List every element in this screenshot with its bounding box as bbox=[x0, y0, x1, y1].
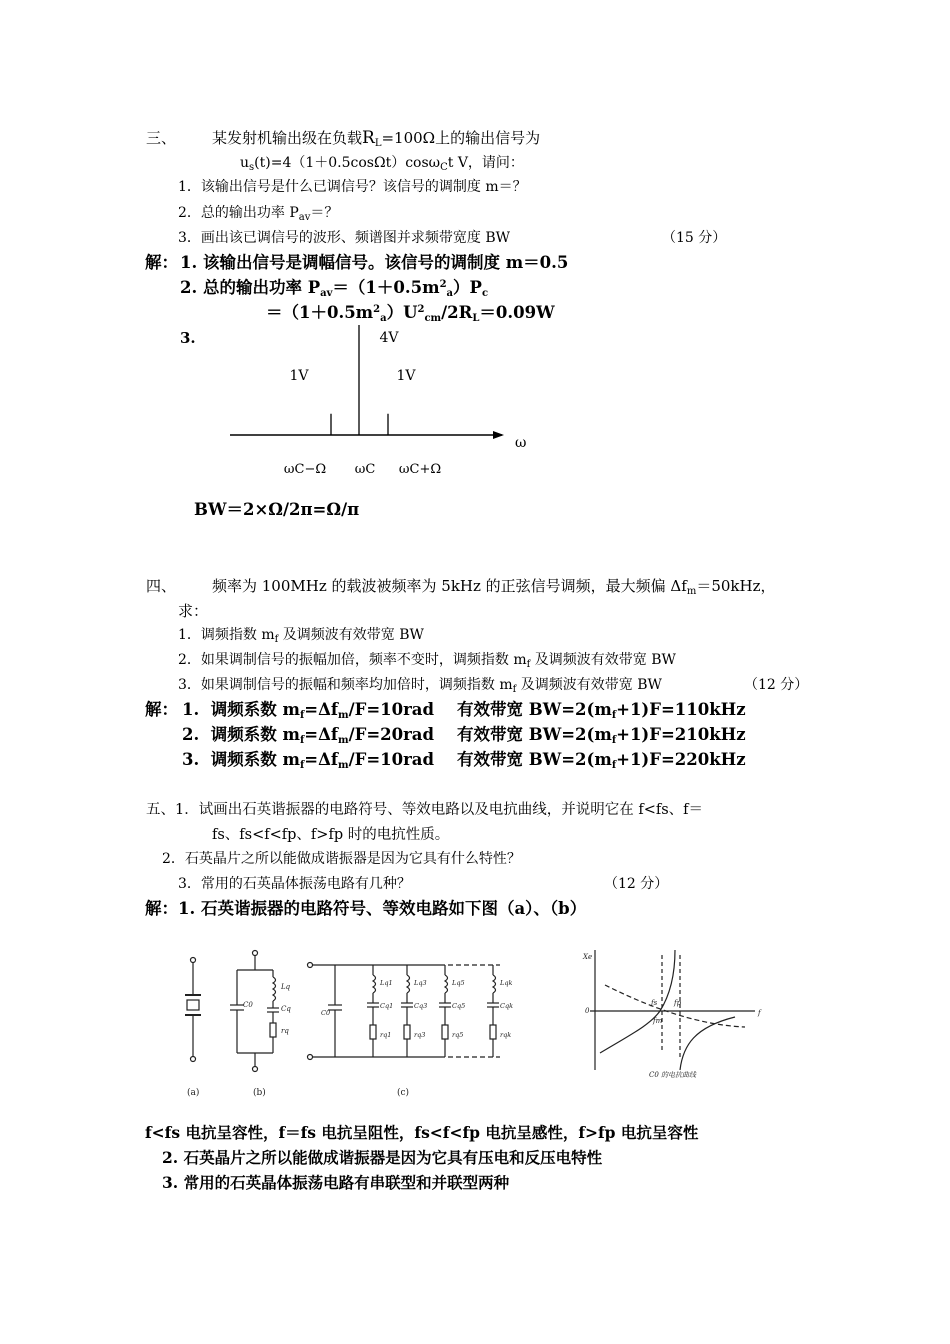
q4-item3: 3．如果调制信号的振幅和频率均加倍时，调频指数 $m_f$ 及调频波有效带宽 BW bbox=[178, 677, 662, 695]
q4-line2: 求： bbox=[178, 602, 209, 620]
a3-line2: 2. 总的输出功率 $P_{av}=(1+0.5m^2_a)P_c$ bbox=[180, 278, 489, 299]
a5-line3: 2. 石英晶片之所以能做成谐振器是因为它具有压电和反压电特性 bbox=[162, 1148, 603, 1167]
q3-item1: 1．该输出信号是什么已调信号？该信号的调制度 m＝？ bbox=[178, 179, 527, 195]
a4-row-2: 2. 调频系数 $m_f=\Delta f_m/F=20rad$ 有效带宽 $BW=2(m_f+1)F=210kHz$ bbox=[182, 725, 746, 746]
x-axis-arrow bbox=[493, 431, 504, 439]
q3-signal-equation: $u_s(t)=4(1+0.5\cos\Omega t)\cos\omega_Ct$ V，请问： bbox=[240, 155, 524, 173]
label-cq: Cq bbox=[281, 1005, 291, 1013]
q3-number: 三、 bbox=[146, 129, 177, 147]
a5-line1: 解：1. 石英谐振器的电路符号、等效电路如下图（a）、（b） bbox=[145, 899, 587, 918]
label-cq3: Cq3 bbox=[414, 1002, 428, 1010]
q3-item2: 2．总的输出功率 $P_{av}=$？ bbox=[178, 205, 339, 223]
label-rq5: rq5 bbox=[452, 1031, 464, 1039]
q5-line2: fs、fs<f<fp、f>fp 时的电抗性质。 bbox=[212, 827, 450, 843]
q5-item3: 3．常用的石英晶体振荡电路有几种？ bbox=[178, 876, 411, 892]
a3-line1: 1. 该输出信号是调幅信号。该信号的调制度 m＝0.5 bbox=[180, 253, 569, 272]
q3-item3: 3．画出该已调信号的波形、频谱图并求频带宽度 BW bbox=[178, 230, 511, 246]
label-lqk: Lqk bbox=[500, 979, 513, 987]
q3-line1: 某发射机输出级在负载$R_L=100\Omega$上的输出信号为 bbox=[212, 128, 541, 149]
label-b: (b) bbox=[253, 1088, 266, 1098]
label-c0-curve: C0 的电抗曲线 bbox=[649, 1071, 697, 1079]
label-lq1: Lq1 bbox=[380, 979, 393, 987]
label-cq5: Cq5 bbox=[452, 1002, 466, 1010]
a4-label: 解： bbox=[145, 700, 178, 719]
a4-row-1: 1. 调频系数 $m_f=\Delta f_m/F=10rad$ 有效带宽 $BW=2(m_f+1)F=110kHz$ bbox=[182, 700, 746, 721]
label-xe: Xe bbox=[583, 953, 593, 961]
label-rqk: rqk bbox=[500, 1031, 512, 1039]
q4-item1: 1．调频指数 $m_f$ 及调频波有效带宽 BW bbox=[178, 627, 424, 645]
spectrum-value-label-3: 1V bbox=[396, 368, 416, 384]
q5-line1: 五、1．试画出石英谐振器的电路符号、等效电路以及电抗曲线，并说明它在 f<fs、f＝ bbox=[146, 802, 704, 818]
spectrum-value-label-2: 4V bbox=[379, 330, 399, 346]
label-c0: C0 bbox=[243, 1001, 253, 1009]
q5-score: （12 分） bbox=[604, 876, 669, 892]
a5-line4: 3. 常用的石英晶体振荡电路有串联型和并联型两种 bbox=[162, 1173, 510, 1192]
reactance-curve bbox=[590, 950, 755, 1070]
a5-line2: f<fs 电抗呈容性，f＝fs 电抗呈阻性，fs<f<fp 电抗呈感性，f>fp 电抗呈容性 bbox=[145, 1123, 699, 1142]
q3-score: （15 分） bbox=[662, 230, 727, 246]
label-rq: rq bbox=[281, 1027, 289, 1035]
label-a: (a) bbox=[187, 1088, 200, 1098]
spectrum-category-label-2: ωC bbox=[354, 462, 376, 477]
label-rq3: rq3 bbox=[414, 1031, 426, 1039]
a3-line4: 3. bbox=[180, 329, 196, 347]
crystal-symbol bbox=[185, 958, 201, 1062]
q4-score: （12 分） bbox=[744, 677, 809, 693]
label-fs: fs bbox=[651, 999, 658, 1007]
label-cqk: Cqk bbox=[500, 1002, 514, 1010]
label-rq1: rq1 bbox=[380, 1031, 392, 1039]
crystal-resonator-figure bbox=[175, 945, 775, 1100]
label-lq5: Lq5 bbox=[452, 979, 465, 987]
label-fm: fm bbox=[653, 1017, 663, 1025]
q4-number: 四、 bbox=[146, 577, 177, 595]
spectrum-category-label-3: ωC+Ω bbox=[398, 462, 442, 477]
label-zero: 0 bbox=[585, 1007, 590, 1015]
equivalent-circuit-b bbox=[230, 951, 279, 1072]
am-spectrum-chart bbox=[220, 325, 540, 480]
a3-bandwidth: BW＝2×Ω/2π=Ω/π bbox=[194, 500, 360, 519]
multi-branch-circuit-c bbox=[308, 963, 501, 1060]
a3-line3: $=(1+0.5m^2_a)U^2_{cm}/2R_L=0.09W$ bbox=[266, 303, 555, 324]
label-fp: fp bbox=[674, 999, 682, 1007]
q4-line1: 频率为 100MHz 的载波被频率为 5kHz 的正弦信号调频，最大频偏 $\Delta f_m=50kHz$， bbox=[212, 577, 776, 597]
label-lq: Lq bbox=[281, 983, 291, 991]
x-axis-label: ω bbox=[515, 435, 527, 451]
a4-row-3: 3. 调频系数 $m_f=\Delta f_m/F=10rad$ 有效带宽 $BW=2(m_f+1)F=220kHz$ bbox=[182, 750, 746, 771]
spectrum-value-label-1: 1V bbox=[289, 368, 309, 384]
q4-item2: 2．如果调制信号的振幅加倍，频率不变时，调频指数 $m_f$ 及调频波有效带宽 BW bbox=[178, 652, 676, 670]
q5-item2: 2．石英晶片之所以能做成谐振器是因为它具有什么特性？ bbox=[162, 851, 521, 867]
label-c0-c: C0 bbox=[321, 1009, 331, 1017]
a3-label: 解： bbox=[145, 253, 178, 272]
label-f: f bbox=[758, 1009, 761, 1017]
label-cq1: Cq1 bbox=[380, 1002, 394, 1010]
spectrum-category-label-1: ωC−Ω bbox=[283, 462, 327, 477]
label-c: (c) bbox=[397, 1088, 410, 1098]
label-lq3: Lq3 bbox=[414, 979, 427, 987]
